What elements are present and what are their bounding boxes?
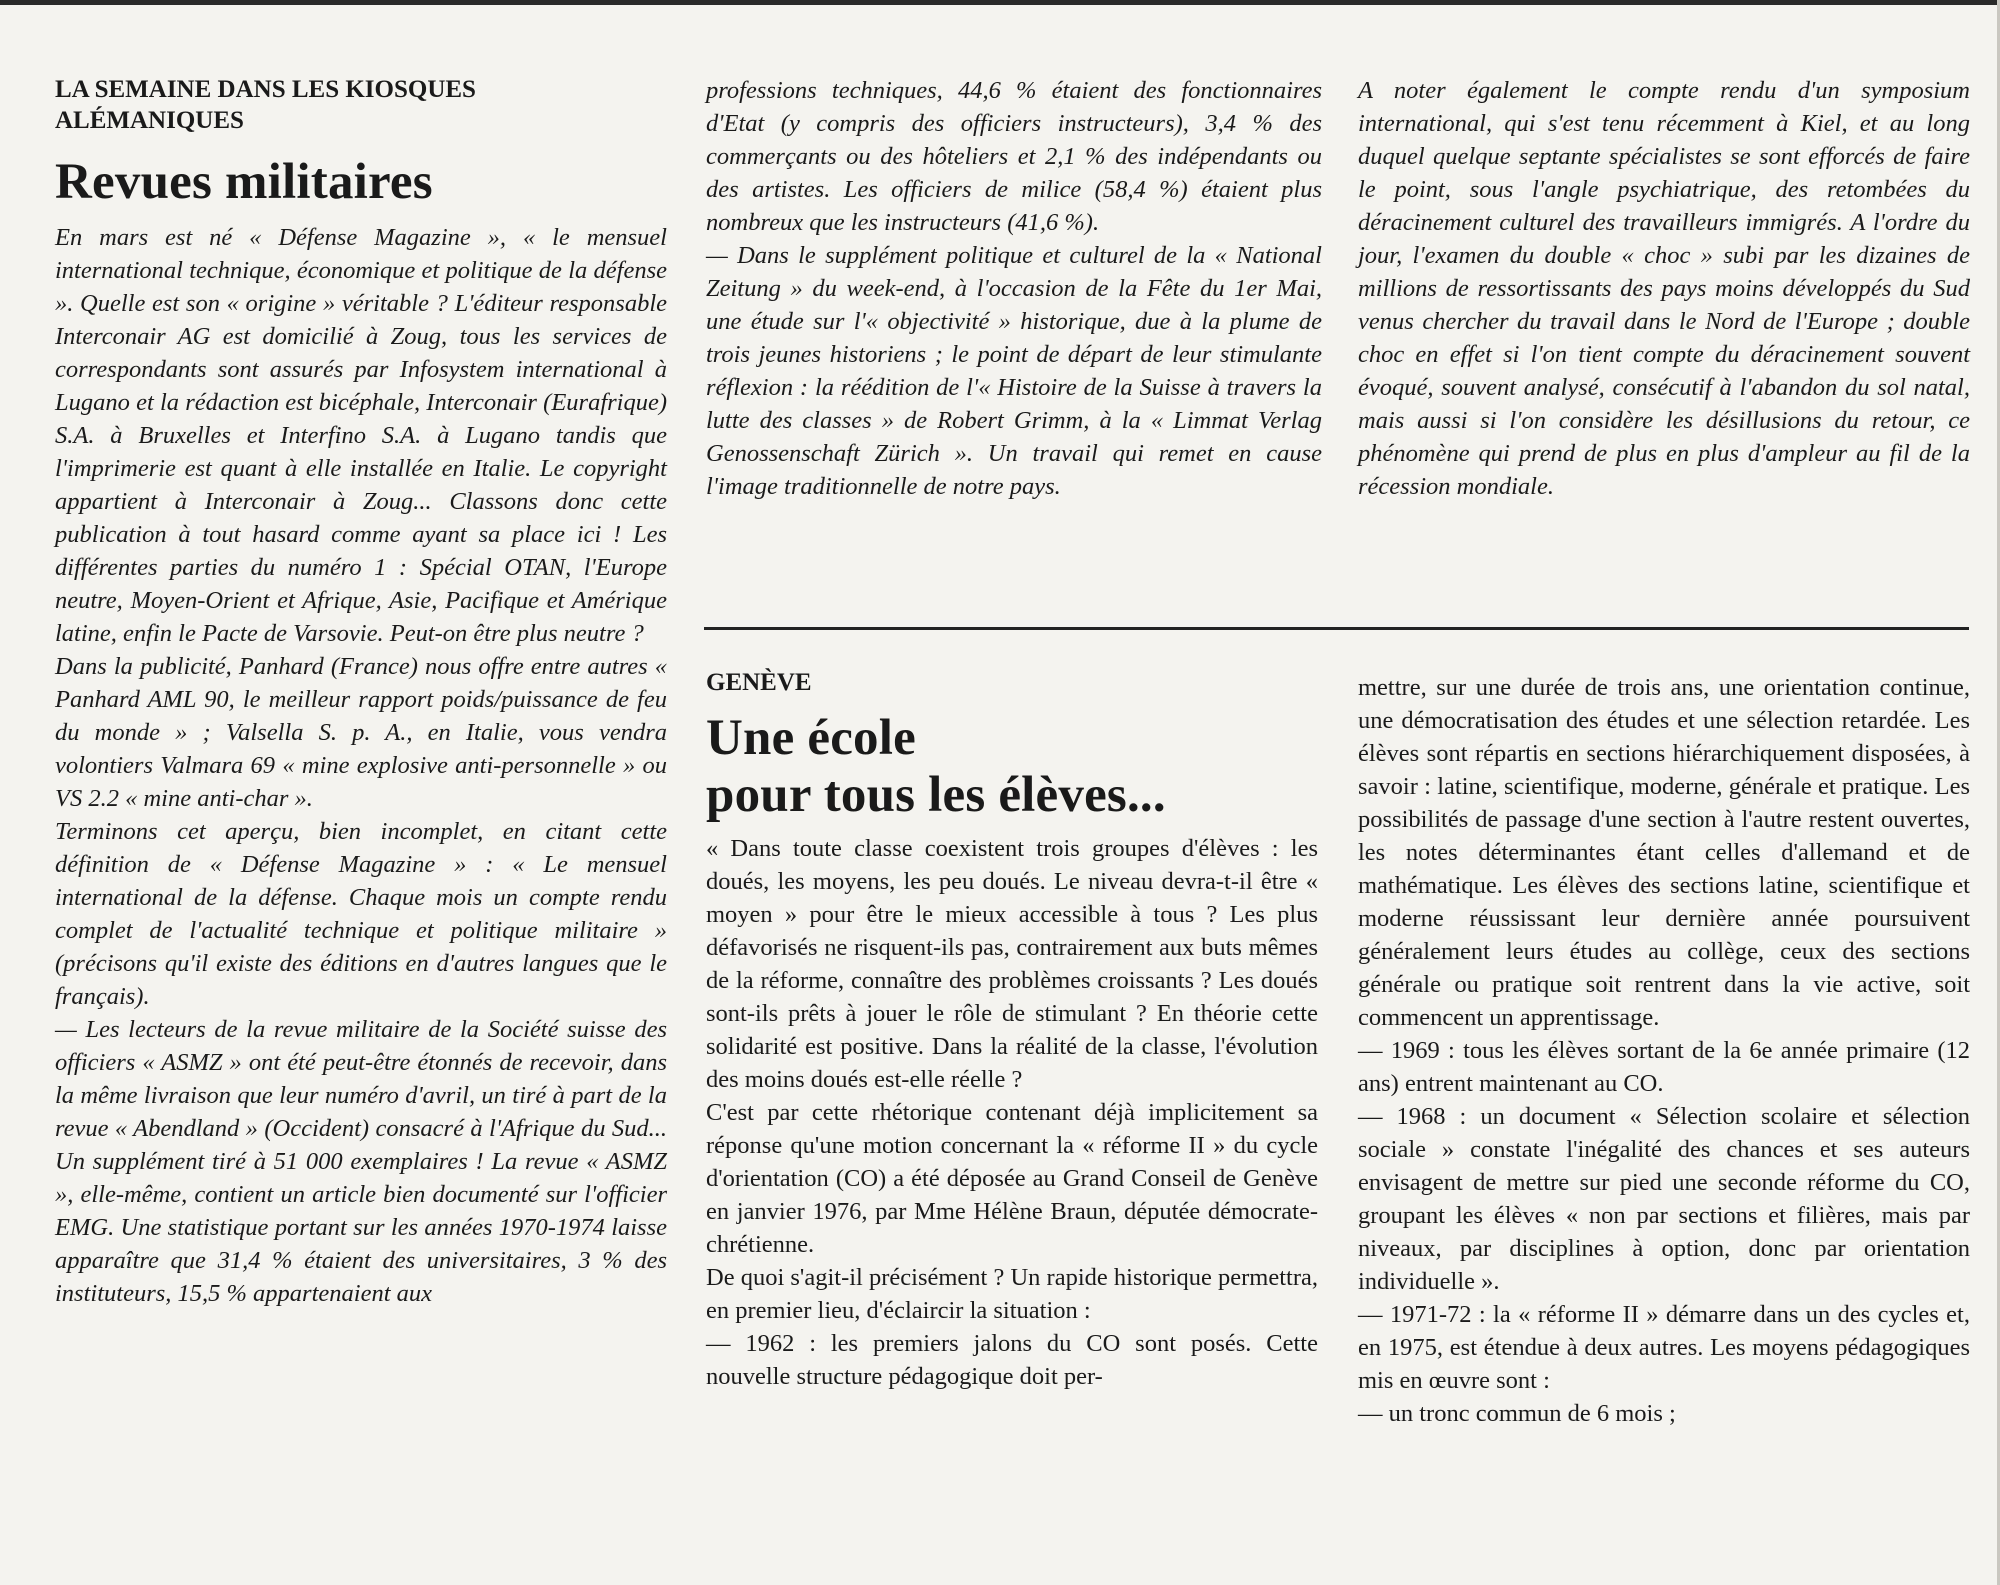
paragraph: En mars est né « Défense Magazine », « le mensuel international technique, économique et politique de la défense ». Quelle est son « origine » véritable ? L'éditeur responsable Interconair AG est domicilié à Zoug, tous les services de correspondants sont assurés par Infosystem international à Lugano et la rédaction est bicéphale, Interconair (Eurafrique) S.A. à Bruxelles et Interfino S.A. à Lugano tandis que l'imprimerie est quant à elle installée en Italie. Le copyright appartient à Interconair à Zoug... Classons donc cette publication à tout hasard comme ayant sa place ici ! Les différentes parties du numéro 1 : Spécial OTAN, l'Europe neutre, Moyen-Orient et Afrique, Asie, Pacifique et Amérique latine, enfin le Pacte de Varsovie. Peut-on être plus neutre ? bbox=[55, 224, 667, 647]
paragraph: — 1969 : tous les élèves sortant de la 6e année primaire (12 ans) entrent maintenant au CO. bbox=[1358, 1037, 1970, 1097]
article2-column-2 bbox=[706, 667, 1318, 1393]
paragraph: — 1968 : un document « Sélection scolaire et sélection sociale » constate l'inégalité des chances et ses auteurs envisagent de mettre sur pied une seconde réforme du CO, groupant les élèves « non par sections et filières, mais par niveaux, par disciplines à option, donc par orientation individuelle ». bbox=[1358, 1103, 1970, 1295]
paragraph: Terminons cet aperçu, bien incomplet, en citant cette définition de « Défense Magazine » : « Le mensuel international de la défense. Chaque mois un compte rendu complet de l'actualité technique et politique militaire » (précisons qu'il existe des éditions en d'autres langues que le français). bbox=[55, 818, 667, 1010]
article2-col2-body bbox=[706, 832, 1318, 1393]
paragraph: mettre, sur une durée de trois ans, une orientation continue, une démocratisation des études et une sélection retardée. Les élèves sont répartis en sections hiérarchiquement disposées, à savoir : latine, scientifique, moderne, générale et pratique. Les possibilités de passage d'une section à l'autre restent ouvertes, les notes déterminantes étant celles d'allemand et de mathématique. Les élèves des sections latine, scientifique et moderne réussissant leur dernière année poursuivent généralement leurs études au collège, ceux des sections générale ou pratique soit rentrent dans la vie active, soit commencent un apprentissage. bbox=[1358, 674, 1970, 1031]
article2-column-3 bbox=[1358, 671, 1970, 1430]
article1-kicker-line: LA SEMAINE DANS LES KIOSQUES bbox=[55, 76, 476, 103]
paragraph: Dans la publicité, Panhard (France) nous offre entre autres « Panhard AML 90, le meilleur rapport poids/puissance de feu du monde » ; Valsella S. p. A., en Italie, vous vendra volontiers Valmara 69 « mine explosive anti-personnelle » ou VS 2.2 « mine anti-char ». bbox=[55, 653, 667, 812]
paragraph: — 1971-72 : la « réforme II » démarre dans un des cycles et, en 1975, est étendue à deux autres. Les moyens pédagogiques mis en œuvre sont : bbox=[1358, 1301, 1970, 1394]
section-divider bbox=[704, 627, 1969, 630]
paragraph: De quoi s'agit-il précisément ? Un rapide historique permettra, en premier lieu, d'éclaircir la situation : bbox=[706, 1264, 1318, 1324]
article2-col3-body bbox=[1358, 671, 1970, 1430]
paragraph: C'est par cette rhétorique contenant déjà implicitement sa réponse qu'une motion concernant la « réforme II » du cycle d'orientation (CO) a été déposée au Grand Conseil de Genève en janvier 1976, par Mme Hélène Braun, députée démocrate-chrétienne. bbox=[706, 1099, 1318, 1258]
article1-kicker bbox=[55, 74, 667, 136]
paragraph: — Dans le supplément politique et culturel de la « National Zeitung » du week-end, à l'occasion de la Fête du 1er Mai, une étude sur l'« objectivité » historique, due à la plume de trois jeunes historiens ; le point de départ de leur stimulante réflexion : la réédition de l'« Histoire de la Suisse à travers la lutte des classes » de Robert Grimm, à la « Limmat Verlag Genossenschaft Zürich ». Un travail qui remet en cause l'image traditionnelle de notre pays. bbox=[706, 242, 1322, 500]
article2-title-line: pour tous les élèves... bbox=[706, 767, 1166, 823]
paragraph: professions techniques, 44,6 % étaient des fonctionnaires d'Etat (y compris des officiers instructeurs), 3,4 % des commerçants ou des hôteliers et 2,1 % des indépendants ou des artistes. Les officiers de milice (58,4 %) étaient plus nombreux que les instructeurs (41,6 %). bbox=[706, 77, 1322, 236]
article1-column-2 bbox=[706, 74, 1322, 503]
paragraph: A noter également le compte rendu d'un symposium international, qui s'est tenu récemment à Kiel, et au long duquel quelque septante spécialistes se sont efforcés de faire le point, sous l'angle psychiatrique, des retombées du déracinement culturel des travailleurs immigrés. A l'ordre du jour, l'examen du double « choc » subi par les dizaines de millions de ressortissants des pays moins développés du Sud venus chercher du travail dans le Nord de l'Europe ; double choc en effet si l'on tient compte du déracinement souvent évoqué, souvent analysé, consécutif à l'abandon du sol natal, mais aussi si l'on considère les désillusions du retour, ce phénomène qui prend de plus en plus d'ampleur au fil de la récession mondiale. bbox=[1358, 77, 1970, 500]
paragraph: — un tronc commun de 6 mois ; bbox=[1358, 1400, 1676, 1427]
top-border bbox=[0, 0, 2000, 5]
article1-column-1 bbox=[55, 74, 667, 1310]
paragraph: — Les lecteurs de la revue militaire de la Société suisse des officiers « ASMZ » ont été peut-être étonnés de recevoir, dans la même livraison que leur numéro d'avril, un tiré à part de la revue « Abendland » (Occident) consacré à l'Afrique du Sud... Un supplément tiré à 51 000 exemplaires ! La revue « ASMZ », elle-même, contient un article bien documenté sur l'officier EMG. Une statistique portant sur les années 1970-1974 laisse apparaître que 31,4 % étaient des universitaires, 3 % des instituteurs, 15,5 % appartenaient aux bbox=[55, 1016, 667, 1307]
paragraph: « Dans toute classe coexistent trois groupes d'élèves : les doués, les moyens, les peu doués. Le niveau devra-t-il être « moyen » pour être le mieux accessible à tous ? Les plus défavorisés ne risquent-ils pas, contrairement aux buts mêmes de la réforme, connaître des problèmes croissants ? Les doués sont-ils prêts à jouer le rôle de stimulant ? En théorie cette solidarité est positive. Dans la réalité de la classe, l'évolution des moins doués est-elle réelle ? bbox=[706, 835, 1318, 1093]
article2-kicker: GENÈVE bbox=[706, 669, 812, 696]
article2-title bbox=[706, 710, 1318, 824]
article1-col1-body bbox=[55, 221, 667, 1310]
article1-title: Revues militaires bbox=[55, 154, 433, 210]
article1-col2-body bbox=[706, 74, 1322, 503]
paragraph: — 1962 : les premiers jalons du CO sont posés. Cette nouvelle structure pédagogique doit per- bbox=[706, 1330, 1318, 1390]
article1-kicker-line: ALÉMANIQUES bbox=[55, 107, 244, 134]
article2-title-line: Une école bbox=[706, 710, 916, 766]
article1-column-3 bbox=[1358, 74, 1970, 503]
article1-col3-body bbox=[1358, 74, 1970, 503]
